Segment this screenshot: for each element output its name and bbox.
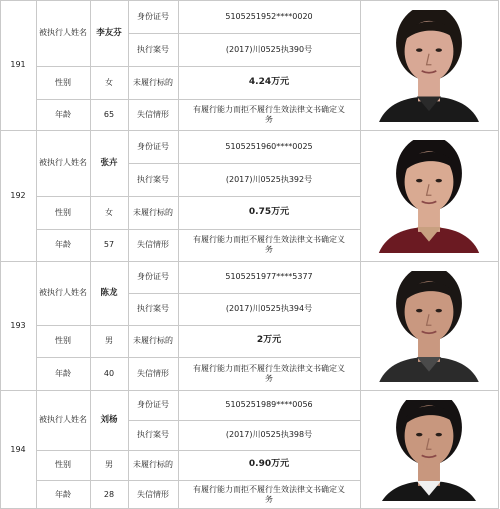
circumstance-label: 失信情形 (137, 109, 169, 119)
person-photo (368, 271, 490, 382)
id-value: 5105251989****0056 (225, 400, 313, 409)
grid-line (498, 390, 499, 509)
grid-line (36, 390, 37, 509)
record-number: 193 (10, 320, 26, 330)
id-value: 5105251960****0025 (225, 141, 313, 151)
name-label: 被执行人姓名 (39, 158, 87, 167)
id-value: 5105251952****0020 (225, 11, 313, 21)
record-number: 194 (10, 444, 26, 454)
grid-line (36, 0, 37, 130)
case-label: 执行案号 (137, 44, 169, 54)
id-label: 身份证号 (137, 272, 169, 281)
grid-line (128, 0, 129, 130)
grid-line (36, 480, 360, 481)
unfulfilled-label: 未履行标的 (133, 207, 173, 217)
grid-line (0, 261, 1, 390)
amount-value: 2万元 (256, 335, 282, 346)
record-number: 191 (10, 60, 26, 69)
grid-line (128, 33, 360, 34)
circumstance-value: 有履行能力而拒不履行生效法律文书确定义务 (193, 235, 345, 254)
grid-line (128, 420, 360, 421)
grid-line (128, 163, 360, 164)
amount-value: 0.75万元 (248, 206, 290, 217)
case-value: (2017)川0525执390号 (225, 44, 313, 54)
record-number: 192 (10, 190, 26, 200)
circumstance-value: 有履行能力而拒不履行生效法律文书确定义务 (193, 484, 345, 504)
grid-line (0, 130, 1, 261)
grid-line (498, 130, 499, 261)
grid-line (36, 196, 360, 197)
grid-line (36, 66, 360, 67)
person-photo (368, 400, 490, 501)
id-label: 身份证号 (137, 141, 169, 151)
case-label: 执行案号 (137, 174, 169, 184)
grid-line (178, 390, 179, 509)
amount-value: 4.24万元 (248, 76, 290, 87)
grid-line (178, 0, 179, 130)
grid-line (90, 261, 91, 390)
age-value: 57 (103, 240, 115, 249)
age-value: 28 (103, 489, 115, 499)
gender-label: 性别 (55, 460, 71, 469)
grid-line (360, 390, 361, 509)
name-value: 刘杨 (100, 414, 118, 425)
case-label: 执行案号 (137, 304, 169, 313)
unfulfilled-label: 未履行标的 (133, 336, 173, 345)
grid-line (0, 0, 1, 130)
case-value: (2017)川0525执394号 (225, 304, 313, 313)
case-label: 执行案号 (137, 430, 169, 439)
grid-line (0, 390, 1, 509)
name-label: 被执行人姓名 (39, 288, 87, 297)
name-value: 李友芬 (96, 27, 122, 38)
circumstance-value: 有履行能力而拒不履行生效法律文书确定义务 (193, 363, 345, 383)
age-value: 40 (103, 368, 115, 378)
gender-value: 男 (105, 336, 113, 345)
age-label: 年龄 (55, 368, 71, 378)
amount-value: 0.90万元 (248, 459, 290, 470)
grid-line (178, 130, 179, 261)
person-photo (368, 140, 490, 253)
grid-line (128, 390, 129, 509)
age-label: 年龄 (55, 109, 71, 119)
grid-line (360, 261, 361, 390)
grid-line (36, 261, 37, 390)
unfulfilled-label: 未履行标的 (133, 460, 173, 469)
gender-label: 性别 (55, 207, 71, 217)
age-label: 年龄 (55, 240, 71, 249)
name-label: 被执行人姓名 (39, 28, 87, 37)
grid-line (178, 261, 179, 390)
name-value: 张卉 (100, 157, 118, 168)
grid-line (36, 99, 360, 100)
gender-value: 男 (105, 460, 113, 469)
grid-line (36, 325, 360, 326)
age-value: 65 (103, 109, 115, 119)
grid-line (36, 229, 360, 230)
grid-line (128, 293, 360, 294)
gender-label: 性别 (55, 336, 71, 345)
grid-line (360, 0, 361, 130)
unfulfilled-label: 未履行标的 (133, 77, 173, 87)
circumstance-label: 失信情形 (137, 240, 169, 249)
grid-line (36, 357, 360, 358)
name-label: 被执行人姓名 (39, 415, 87, 424)
id-value: 5105251977****5377 (225, 272, 313, 281)
grid-line (360, 130, 361, 261)
grid-line (128, 261, 129, 390)
id-label: 身份证号 (137, 400, 169, 409)
circumstance-label: 失信情形 (137, 489, 169, 499)
id-label: 身份证号 (137, 11, 169, 21)
grid-line (36, 450, 360, 451)
person-photo (368, 10, 490, 122)
grid-line (90, 130, 91, 261)
case-value: (2017)川0525执398号 (225, 430, 313, 439)
name-value: 陈龙 (100, 287, 118, 298)
grid-line (128, 130, 129, 261)
circumstance-label: 失信情形 (137, 368, 169, 378)
grid-line (90, 390, 91, 509)
grid-line (90, 0, 91, 130)
case-value: (2017)川0525执392号 (225, 174, 313, 184)
circumstance-value: 有履行能力而拒不履行生效法律文书确定义务 (193, 104, 345, 124)
grid-line (498, 261, 499, 390)
gender-value: 女 (105, 77, 113, 87)
grid-line (498, 0, 499, 130)
gender-value: 女 (105, 207, 113, 217)
gender-label: 性别 (55, 77, 71, 87)
age-label: 年龄 (55, 489, 71, 499)
grid-line (36, 130, 37, 261)
